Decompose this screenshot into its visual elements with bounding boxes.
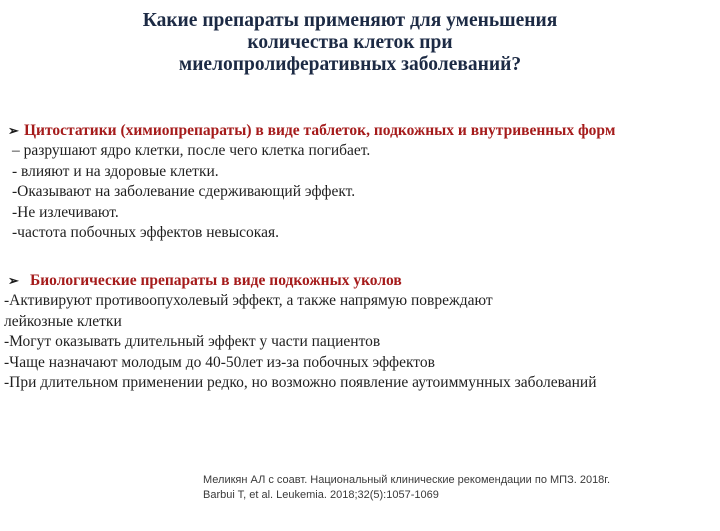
list-item: – разрушают ядро клетки, после чего клетка погибает.: [12, 142, 371, 159]
section-heading: [0, 121, 720, 141]
list-item: - влияют и на здоровые клетки.: [12, 162, 219, 180]
arrow-bullet-icon: ➢: [8, 123, 19, 138]
list-item: -Могут оказывать длительный эффект у части пациентов: [4, 333, 381, 350]
list-item: -Оказывают на заболевание сдерживающий эффект.: [12, 183, 356, 200]
section-cytostatics: [0, 121, 720, 244]
slide-title: [40, 10, 660, 76]
list-item: -Чаще назначают молодым до 40-50лет из-за побочных эффектов: [4, 353, 435, 371]
title-line: Какие препараты применяют для уменьшения: [142, 10, 558, 31]
reference-line: Barbui T, et al. Leukemia. 2018;32(5):1057-1069: [203, 489, 439, 501]
references: [203, 473, 610, 503]
heading-text: Цитостатики (химиопрепараты) в виде таблеток, подкожных и внутривенных форм: [24, 122, 616, 139]
heading-text: Биологические препараты в виде подкожных уколов: [30, 272, 402, 289]
list-item: -частота побочных эффектов невысокая.: [12, 224, 279, 241]
title-line: количества клеток при: [247, 32, 453, 53]
section-heading: [0, 271, 720, 291]
list-item: -Активируют противоопухолевый эффект, а также напрямую повреждают: [4, 292, 493, 309]
list-item: -Не излечивают.: [12, 203, 119, 221]
list-item: лейкозные клетки: [4, 312, 122, 330]
reference-line: Меликян АЛ с соавт. Национальный клинические рекомендации по МПЗ. 2018г.: [203, 474, 611, 486]
arrow-bullet-icon: ➢: [8, 273, 19, 288]
list-item: -При длительном применении редко, но возможно появление аутоиммунных заболеваний: [4, 374, 597, 391]
title-line: миелопролиферативных заболеваний?: [178, 54, 522, 75]
section-biologics: [0, 271, 720, 394]
